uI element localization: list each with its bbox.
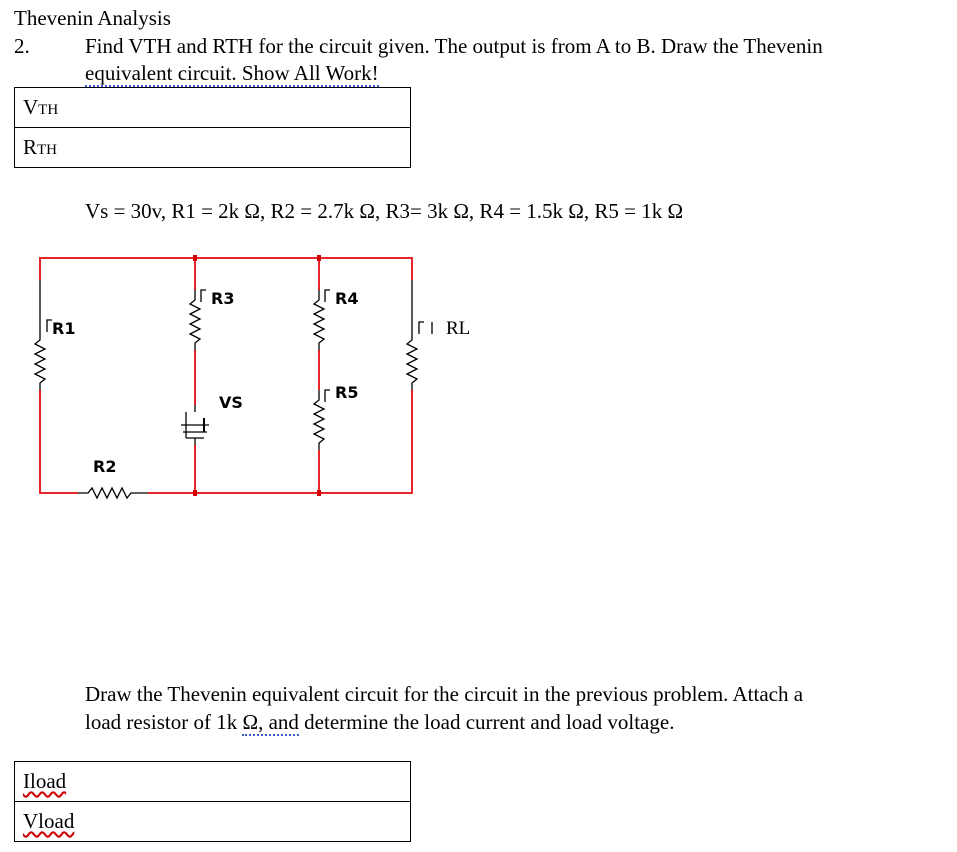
rl-resistor (407, 280, 417, 390)
r5-resistor (314, 390, 324, 450)
r4-label-bracket (325, 290, 330, 302)
r5-label-bracket (325, 390, 330, 402)
junction-node (317, 255, 321, 261)
r4-label: R4 (335, 289, 359, 308)
junction-node (317, 490, 321, 496)
circuit-diagram (0, 240, 500, 510)
r3-label-bracket (201, 290, 206, 302)
question-line-1: Find VTH and RTH for the circuit given. The output is from A to B. Draw the Thevenin (85, 34, 823, 58)
r3-resistor (190, 290, 200, 350)
table-row (15, 762, 411, 802)
line-2-underlined: Ω, and (242, 710, 299, 734)
top-wire (40, 258, 412, 280)
question-line-2-text: equivalent circuit. Show All Work! (85, 61, 379, 85)
question-line-2 (85, 61, 379, 86)
table-row (15, 128, 411, 168)
given-values: Vs = 30v, R1 = 2k Ω, R2 = 2.7k Ω, R3= 3k Ω, R4 = 1.5k Ω, R5 = 1k Ω (85, 199, 684, 223)
r2-resistor (78, 488, 148, 498)
r2-label: R2 (93, 457, 117, 476)
problem-number: 2. (14, 34, 30, 58)
vload-label: Vload (23, 809, 75, 833)
r1-resistor (35, 280, 45, 390)
r5-label: R5 (335, 383, 359, 402)
bottom-wire (148, 390, 412, 493)
iload-label: Iload (23, 769, 67, 793)
voltage-source-battery (181, 405, 209, 445)
r4-resistor (314, 290, 324, 350)
rl-label-bracket (419, 322, 424, 334)
junction-node (193, 490, 197, 496)
table-row (15, 802, 411, 842)
second-problem-line-2 (85, 710, 674, 735)
line-2-suffix: determine the load current and load voltage. (298, 710, 675, 734)
rth-cell[interactable] (15, 128, 411, 168)
line-2-prefix: load resistor of 1k (85, 710, 243, 734)
r1-label: R1 (52, 319, 76, 338)
vs-label: VS (219, 393, 243, 412)
iload-cell[interactable] (15, 762, 411, 802)
vth-label-main: V (23, 95, 39, 119)
r3-label: R3 (211, 289, 235, 308)
second-problem-line-1: Draw the Thevenin equivalent circuit for the circuit in the previous problem. Attach a (85, 682, 804, 706)
vth-label-sub: TH (38, 102, 59, 118)
vth-rth-answer-table (14, 87, 411, 168)
load-answer-table (14, 761, 411, 842)
vth-cell[interactable] (15, 88, 411, 128)
rl-label: RL (446, 318, 471, 339)
junction-node (193, 255, 197, 261)
vload-cell[interactable] (15, 802, 411, 842)
rth-label-main: R (23, 135, 38, 159)
worksheet-title: Thevenin Analysis (14, 6, 171, 30)
rth-label-sub: TH (37, 142, 58, 158)
table-row (15, 88, 411, 128)
left-bottom-wire (40, 390, 78, 493)
